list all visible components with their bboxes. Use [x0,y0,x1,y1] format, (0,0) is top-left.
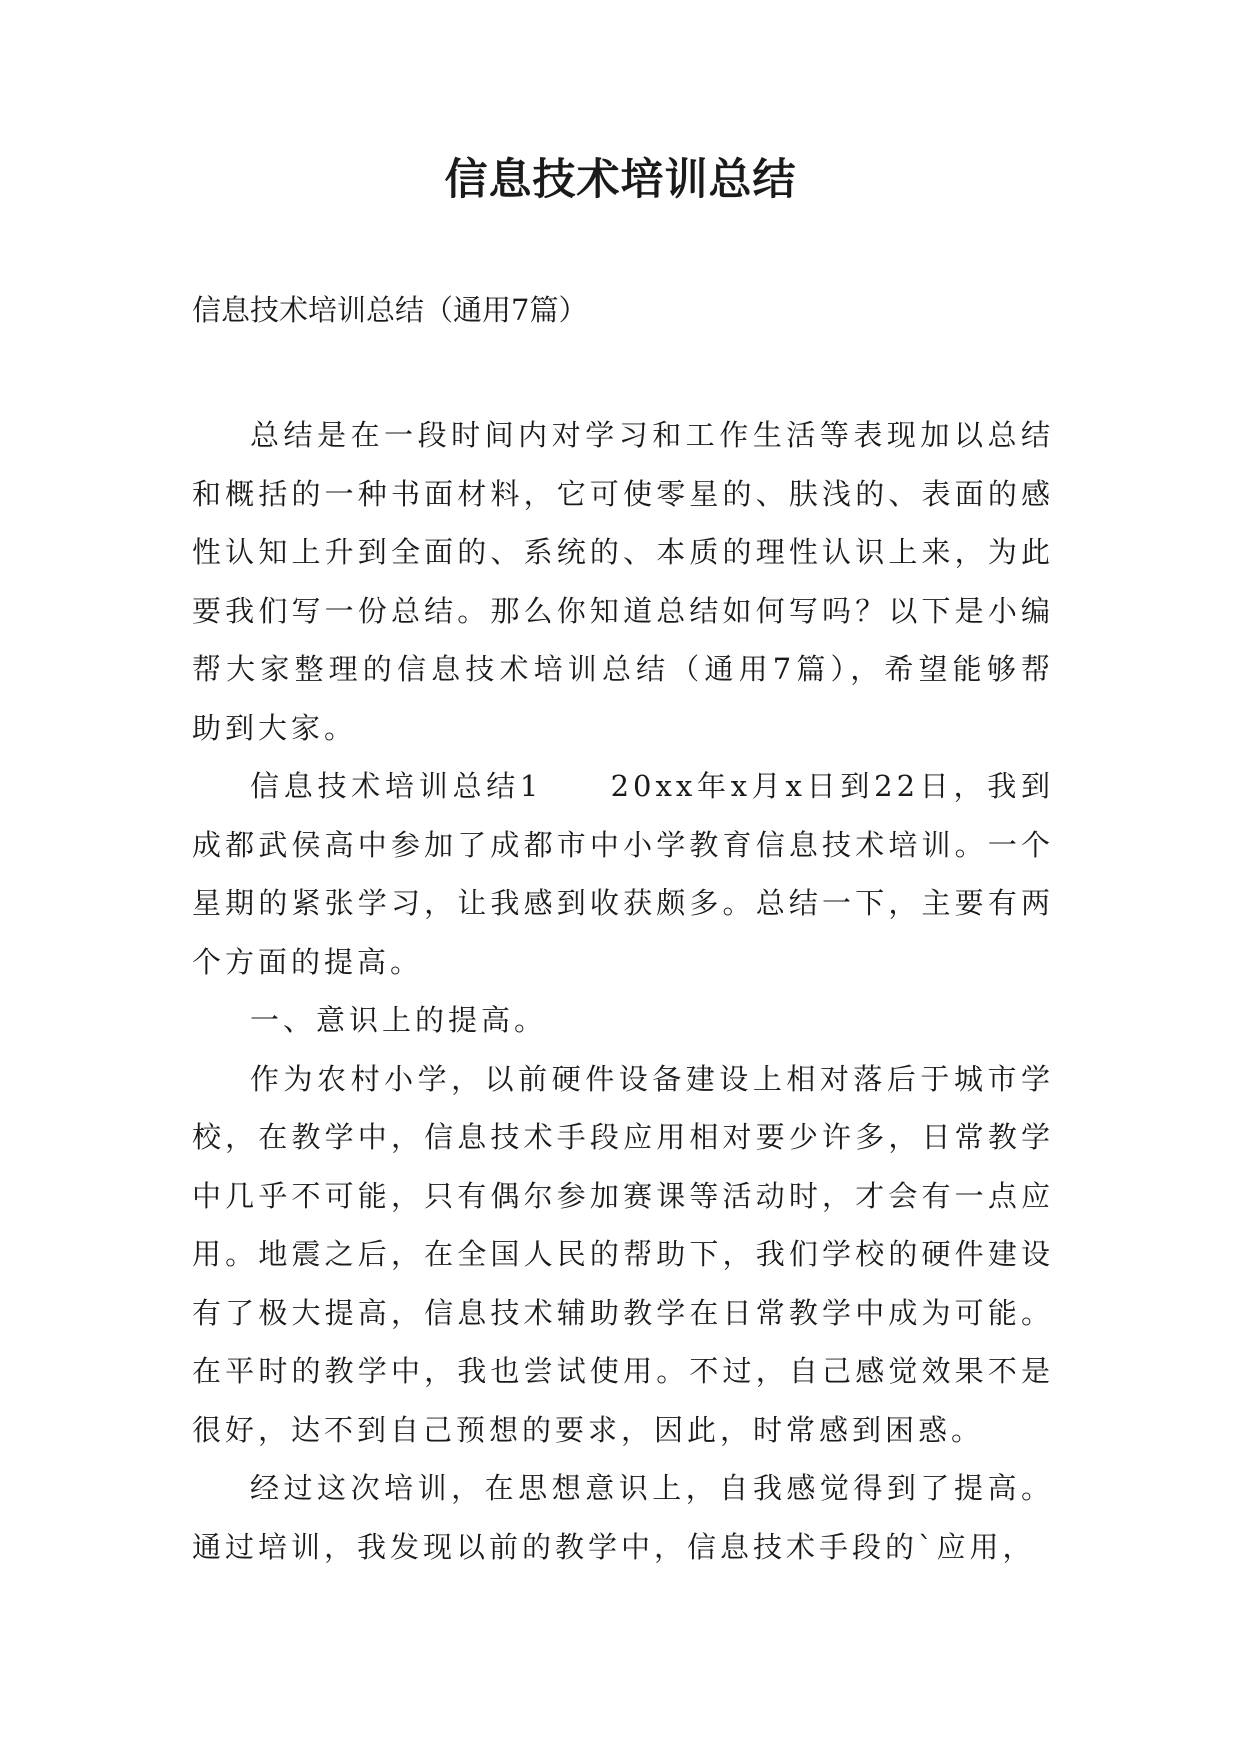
document-title: 信息技术培训总结 [444,155,797,205]
paragraph-heading-awareness: 一、意识上的提高。 [250,1003,548,1037]
paragraph-intro: 总结是在一段时间内对学习和工作生活等表现加以总结和概括的一种书面材料，它可使零星的、肤浅的、表面的感性认知上升到全面的、系统的、本质的理性认识上来，为此要我们写一份总结。那么你知道总结如何写吗？以下是小编帮大家整理的信息技术培训总结（通用7篇），希望能够帮助到大家。 [192,418,1054,745]
document-body [192,406,1054,1576]
document-subtitle: 信息技术培训总结（通用7篇） [192,293,588,327]
paragraph-summary-1-opening: 信息技术培训总结1 20xx年x月x日到22日，我到成都武侯高中参加了成都市中小学教育信息技术培训。一个星期的紧张学习，让我感到收获颇多。总结一下，主要有两个方面的提高。 [192,769,1054,979]
paragraph-after-training: 经过这次培训，在思想意识上，自我感觉得到了提高。通过培训，我发现以前的教学中，信息技术手段的`应用， [192,1471,1054,1564]
paragraph-rural-school: 作为农村小学，以前硬件设备建设上相对落后于城市学校，在教学中，信息技术手段应用相对要少许多，日常教学中几乎不可能，只有偶尔参加赛课等活动时，才会有一点应用。地震之后，在全国人民的帮助下，我们学校的硬件建设有了极大提高，信息技术辅助教学在日常教学中成为可能。在平时的教学中，我也尝试使用。不过，自己感觉效果不是很好，达不到自己预想的要求，因此，时常感到困惑。 [192,1061,1054,1447]
